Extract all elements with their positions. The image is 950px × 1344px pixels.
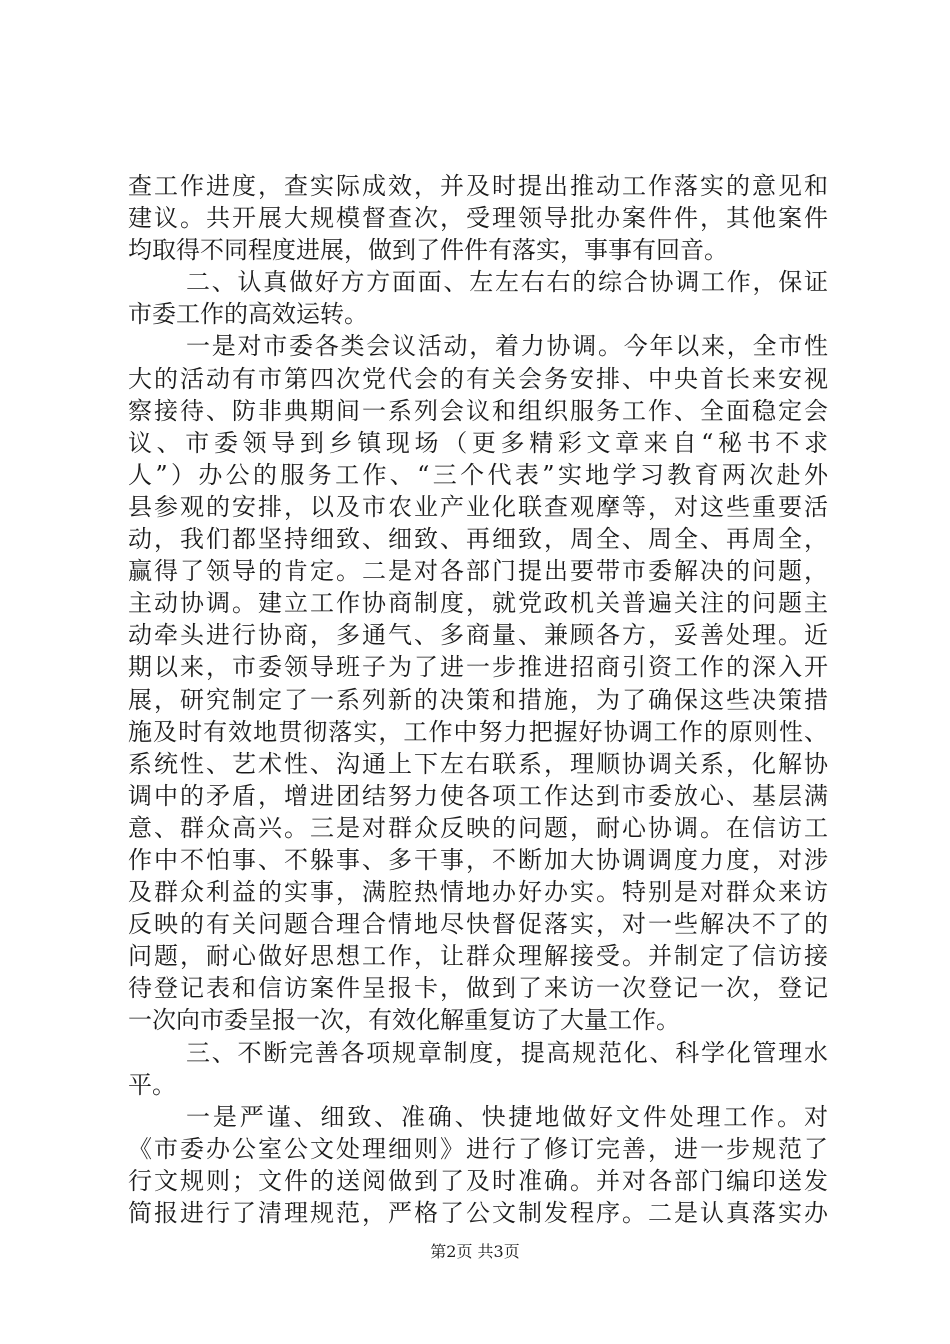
text-line: 赢得了领导的肯定。二是对各部门提出要带市委解决的问题，: [128, 557, 828, 586]
text-line: 反映的有关问题合理合情地尽快督促落实，对一些解决不了的: [128, 910, 828, 939]
document-body: [128, 170, 828, 1229]
text-line: 一是对市委各类会议活动，着力协调。今年以来，全市性: [186, 332, 828, 361]
text-line: 查工作进度，查实际成效，并及时提出推动工作落实的意见和: [128, 172, 828, 200]
text-line: 议、市委领导到乡镇现场（更多精彩文章来自“秘书不求: [128, 428, 828, 457]
section-heading-line: 二、认真做好方方面面、左左右右的综合协调工作，保证: [186, 268, 828, 297]
text-line: 察接待、防非典期间一系列会议和组织服务工作、全面稳定会: [128, 396, 828, 425]
section-heading-line: 三、不断完善各项规章制度，提高规范化、科学化管理水: [186, 1038, 828, 1067]
text-line: 待登记表和信访案件呈报卡，做到了来访一次登记一次，登记: [128, 974, 828, 1003]
text-line: 动，我们都坚持细致、细致、再细致，周全、周全、再周全，: [128, 525, 828, 554]
text-line: 展，研究制定了一系列新的决策和措施，为了确保这些决策措: [128, 685, 828, 714]
text-line: 行文规则；文件的送阅做到了及时准确。并对各部门编印送发: [128, 1166, 828, 1195]
text-line: 均取得不同程度进展，做到了件件有落实，事事有回音。: [128, 236, 728, 265]
text-line: 一是严谨、细致、准确、快捷地做好文件处理工作。对: [186, 1102, 828, 1131]
text-line: 一次向市委呈报一次，有效化解重复访了大量工作。: [128, 1006, 680, 1035]
text-line: 意、群众高兴。三是对群众反映的问题，耐心协调。在信访工: [128, 813, 828, 842]
text-line: 《市委办公室公文处理细则》进行了修订完善，进一步规范了: [128, 1134, 828, 1163]
text-line: 问题，耐心做好思想工作，让群众理解接受。并制定了信访接: [128, 942, 828, 971]
text-line: 建议。共开展大规模督查次，受理领导批办案件件，其他案件: [128, 204, 828, 233]
section-heading-line: 市委工作的高效运转。: [128, 300, 368, 329]
text-line: 大的活动有市第四次党代会的有关会务安排、中央首长来安视: [128, 364, 828, 393]
page-number-footer: 第2页 共3页: [430, 1242, 520, 1261]
text-line: 县参观的安排，以及市农业产业化联查观摩等，对这些重要活: [128, 492, 828, 521]
text-line: 系统性、艺术性、沟通上下左右联系，理顺协调关系，化解协: [128, 749, 828, 778]
text-line: 作中不怕事、不躲事、多干事，不断加大协调调度力度，对涉: [128, 845, 828, 874]
text-line: 主动协调。建立工作协商制度，就党政机关普遍关注的问题主: [128, 589, 828, 618]
section-heading-line: 平。: [128, 1070, 176, 1099]
text-line: 及群众利益的实事，满腔热情地办好办实。特别是对群众来访: [128, 878, 828, 907]
text-line: 期以来，市委领导班子为了进一步推进招商引资工作的深入开: [128, 653, 828, 682]
text-line: 调中的矛盾，增进团结努力使各项工作达到市委放心、基层满: [128, 781, 828, 810]
text-line: 人”）办公的服务工作、“三个代表”实地学习教育两次赴外: [128, 460, 828, 489]
text-line: 施及时有效地贯彻落实，工作中努力把握好协调工作的原则性、: [128, 717, 828, 746]
text-line: 简报进行了清理规范，严格了公文制发程序。二是认真落实办: [128, 1199, 828, 1227]
text-line: 动牵头进行协商，多通气、多商量、兼顾各方，妥善处理。近: [128, 621, 828, 650]
